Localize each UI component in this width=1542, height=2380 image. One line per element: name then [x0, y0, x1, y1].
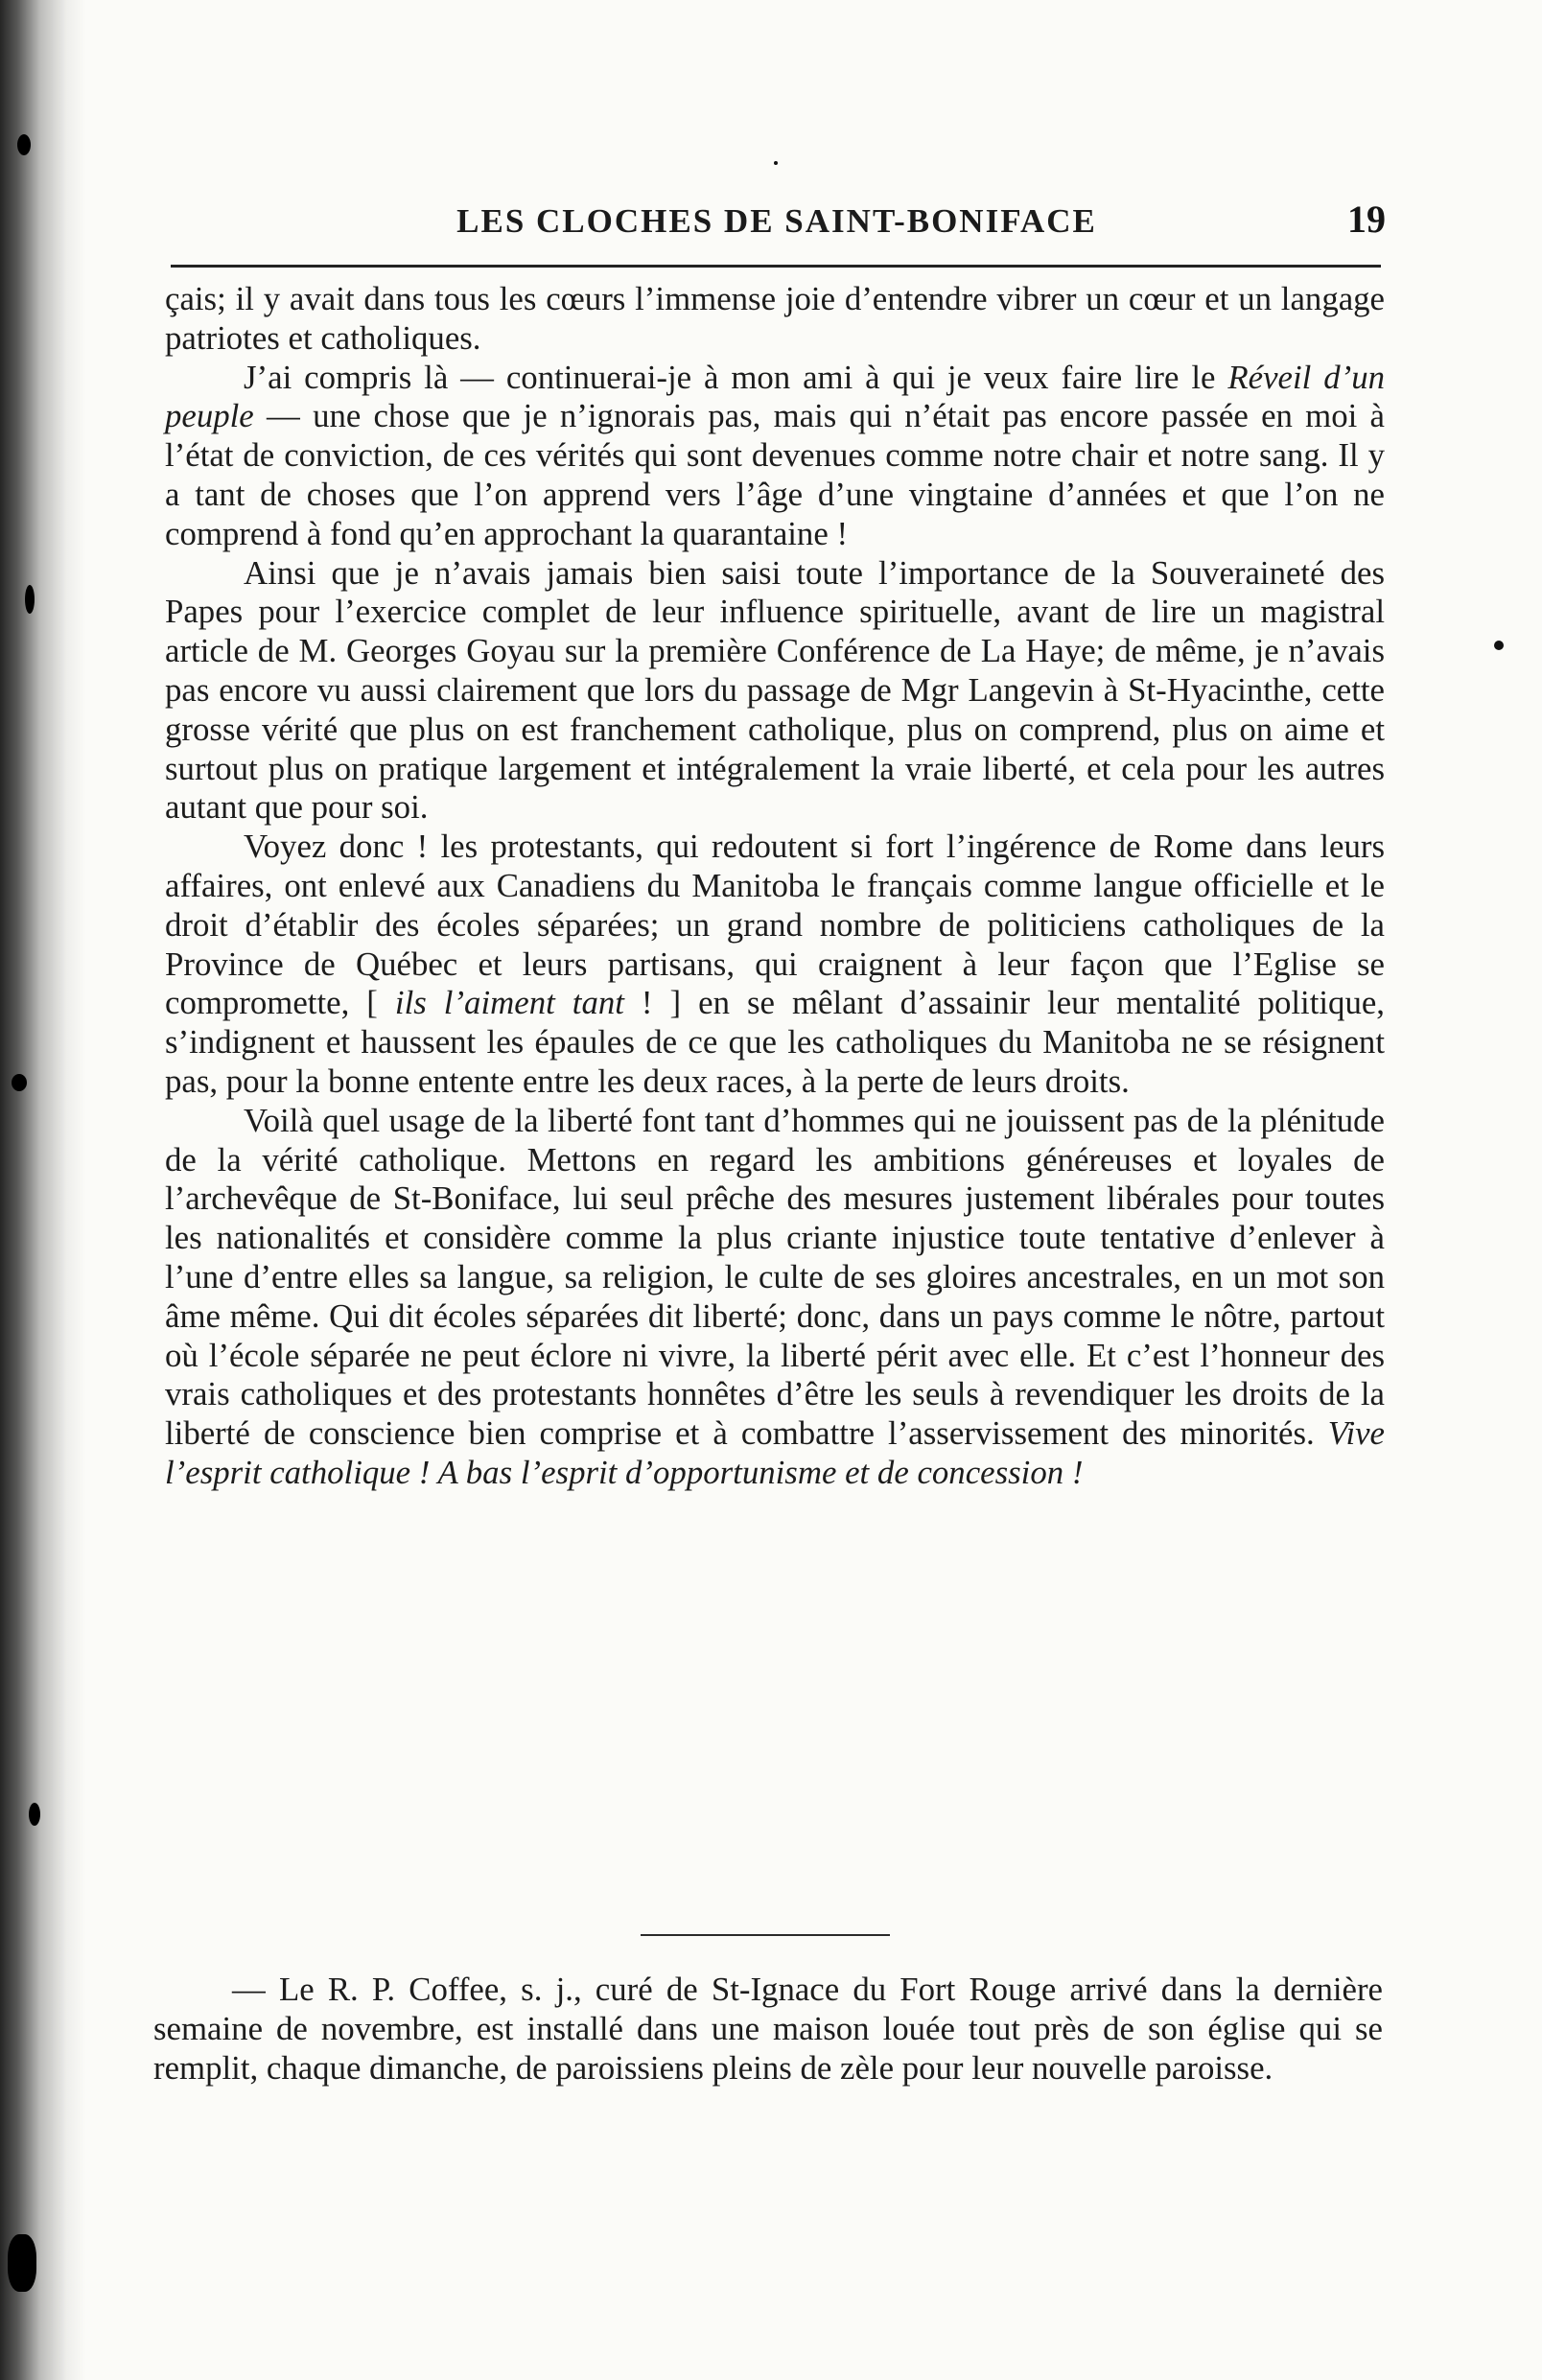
- paragraph: [165, 1102, 1385, 1493]
- running-title: LES CLOCHES DE SAINT-BONIFACE: [456, 202, 1097, 240]
- paragraph-text: Voyez donc ! les protestants, qui redoutent si fort l’ingérence de Rome dans leurs affaires, ont enlevé aux Canadiens du Manitoba le français comme langue officielle et le droit d’établir des écoles séparées; un grand nombre de politiciens catholiques de la Province de Québec et leurs partisans, qui craignent à leur façon que l’Eglise se compromette, [: [165, 828, 1385, 1022]
- paragraph: [153, 1971, 1383, 2088]
- page-header: [168, 197, 1386, 245]
- scan-speck: [17, 134, 31, 155]
- book-title: Réveil d’un peuple: [165, 358, 1385, 435]
- paragraph-text: — Le R. P. Coffee, s. j., curé de St-Ignace du Fort Rouge arrivé dans la dernière semaine de novembre, est installé dans une maison louée tout près de son église qui se remplit, chaque dimanche, de paroissiens pleins de zèle pour leur nouvelle paroisse.: [153, 1971, 1383, 2087]
- paragraph-text: Voilà quel usage de la liberté font tant d’hommes qui ne jouissent pas de la plénitude de la vérité catholique. Mettons en regard les ambitions généreuses et loyales de l’archevêque de St-Boniface, lui seul prêche des mesures justement libérales pour toutes les nationalités et considère comme la plus criante injustice toute tentative d’enlever à l’une d’entre elles sa langue, sa religion, le culte de ses gloires ancestrales, en un mot son âme même. Qui dit écoles séparées dit liberté; donc, dans un pays comme le nôtre, partout où l’école séparée ne peut éclore ni vivre, la liberté périt avec elle. Et c’est l’honneur des vrais catholiques et des protestants honnêtes d’être les seuls à revendiquer les droits de la liberté de conscience bien comprise et à combattre l’asservissement des minorités.: [165, 1101, 1385, 1453]
- paragraph-text: — une chose que je n’ignorais pas, mais qui n’était pas encore passée en moi à l’état de conviction, de ces vérités qui sont devenues comme notre chair et notre sang. Il y a tant de choses que l’on apprend vers l’âge d’une vingtaine d’années et que l’on ne comprend à fond qu’en approchant la quarantaine !: [165, 397, 1385, 552]
- binding-shadow: [0, 0, 86, 2380]
- page-number: 19: [1347, 198, 1386, 241]
- scan-speck: [12, 1074, 27, 1091]
- paragraph-text: Ainsi que je n’avais jamais bien saisi toute l’importance de la Souveraineté des Papes pour l’exercice complet de leur influence spirituelle, avant de lire un magistral article de M. Georges Goyau sur la première Conférence de La Haye; de même, je n’avais pas encore vu aussi clairement que lors du passage de Mgr Langevin à St-Hyacinthe, cette grosse vérité que plus on est franchement catholique, plus on comprend, plus on aime et surtout plus on pratique largement et intégralement la vraie liberté, et cela pour les autres autant que pour soi.: [165, 553, 1385, 827]
- paragraph: [165, 554, 1385, 828]
- exclamation-text: Vive l’esprit catholique ! A bas l’esprit d’opportunisme et de concession !: [165, 1414, 1385, 1491]
- paragraph-text: ! ] en se mêlant d’assainir leur mentalité politique, s’indignent et haussent les épaules de ce que les catholiques du Manitoba ne se résignent pas, pour la bonne entente entre les deux races, à la perte de leurs droits.: [165, 984, 1385, 1100]
- paragraph: [165, 828, 1385, 1102]
- paragraph: [165, 359, 1385, 554]
- scan-speck: [29, 1803, 40, 1826]
- scan-speck: [25, 585, 35, 614]
- scan-dot: [774, 161, 778, 165]
- paragraph: [165, 280, 1385, 359]
- section-divider: [641, 1934, 890, 1936]
- scan-dot: [1494, 641, 1504, 650]
- article-body: [165, 280, 1385, 1493]
- paragraph-text: çais; il y avait dans tous les cœurs l’immense joie d’entendre vibrer un cœur et un langage patriotes et catholiques.: [165, 280, 1385, 357]
- news-item: [153, 1971, 1383, 2088]
- emphasis-text: ils l’aiment tant: [394, 984, 624, 1022]
- header-rule: [171, 265, 1381, 268]
- scan-speck: [8, 2234, 36, 2292]
- paragraph-text: J’ai compris là — continuerai-je à mon ami à qui je veux faire lire le: [244, 358, 1228, 396]
